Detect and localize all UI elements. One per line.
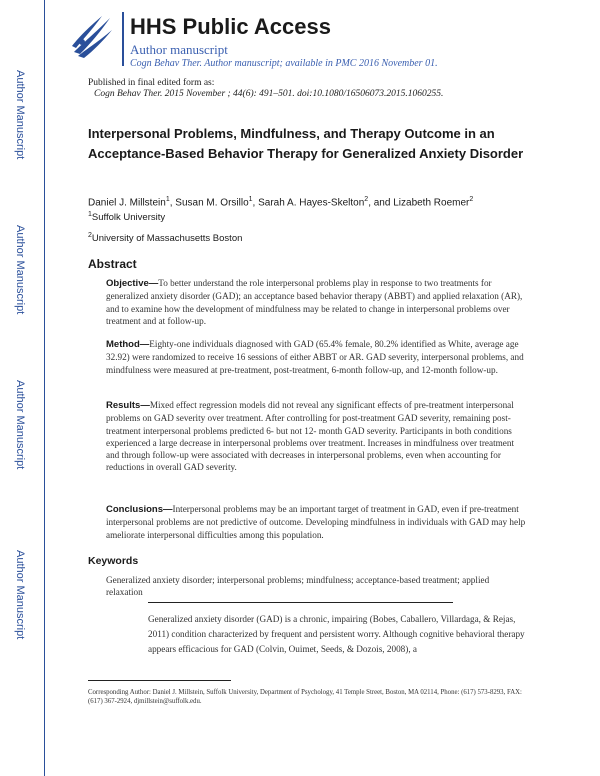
abstract-conclusions: Conclusions—Interpersonal problems may be an important target of treatment in GAD, even if pre-treatment interpersonal problems are not predictive of outcome. Developing mindfulness in individuals with GAD may help ameliorate interpersonal difficulties among this population. [106,504,526,540]
published-label: Published in final edited form as: [88,78,215,88]
header-rule [122,12,124,66]
paper-title: Interpersonal Problems, Mindfulness, and Therapy Outcome in an Acceptance-Based Behavior Therapy for Generalized Anxiety Disorder [88,126,524,161]
body-intro-paragraph: Generalized anxiety disorder (GAD) is a chronic, impairing (Bobes, Caballero, Villardaga, & Rejas, 2011) condition characterized by frequent and persistent worry. Although cognitive behavioral therapy appears efficacious for GAD (Colvin, Ouimet, Seeds, & Dozois, 2008), a [148,614,525,654]
author-name: Sarah A. Hayes-Skelton [258,197,365,209]
header-citation: Cogn Behav Ther. Author manuscript; available in PMC 2016 November 01. [130,58,438,69]
keywords-text: Generalized anxiety disorder; interpersonal problems; mindfulness; acceptance-based treatment; applied relaxation [106,575,490,598]
side-label-2: Author Manuscript [14,225,26,315]
side-label-3: Author Manuscript [14,380,26,470]
header-title: HHS Public Access [130,14,331,39]
affiliation-1: $^1$Suffolk University [88,211,166,224]
header-subtitle: Author manuscript [130,42,228,57]
footnote-rule [88,680,231,681]
abstract-heading: Abstract [88,257,137,271]
side-bar [44,0,45,776]
section-divider [148,602,453,603]
author-name: Daniel J. Millstein [88,197,166,209]
affiliation-2: $^2$University of Massachusetts Boston [88,232,243,245]
published-citation: Cogn Behav Ther. 2015 November ; 44(6): 491–501. doi:10.1080/16506073.2015.1060255. [94,89,444,99]
hhs-eagle-logo [70,12,114,60]
abstract-method: Method—Eighty-one individuals diagnosed with GAD (65.4% female, 80.2% identified as White, average age 32.92) were randomized to receive 16 sessions of either ABBT or AR. GAD severity, interpersonal problems, and mindfulness were measured at pre-treatment, post-treatment, 6-month follow-up, and 12-month follow-up. [106,339,524,375]
author-name: Lizabeth Roemer [393,197,470,209]
side-label-1: Author Manuscript [14,70,26,160]
corresponding-author-footnote: Corresponding Author: Daniel J. Millstein, Suffolk University, Department of Psychology, 41 Temple Street, Boston, MA 02114, Phone: (617) 573-8293, FAX: (617) 367-2924, djmillstein@suffolk.edu. [88,689,522,705]
abstract-results: Results—Mixed effect regression models did not reveal any significant effects of pre-treatment interpersonal problems on GAD severity over treatment. After controlling for post-treatment GAD severity, remaining post-treatment interpersonal problems predicted 6- but not 12- month GAD severity. Participants in both conditions experienced a large decrease in interpersonal problems over treatment. Increases in mindfulness over treatment and through follow-up were associated with decreases in interpersonal problems, even when accounting for reductions in overall GAD severity. [106,400,514,473]
keywords-heading: Keywords [88,555,139,567]
abstract-objective: Objective—To better understand the role interpersonal problems play in response to two treatments for generalized anxiety disorder (GAD); an acceptance based behavior therapy (ABBT) and applied relaxation (AR), and to examine how the development of mindfulness may be related to change in interpersonal problems over treatment and at follow-up. [106,278,523,326]
author-list: Daniel J. Millstein$^1$, Susan M. Orsillo$^1$, Sarah A. Hayes-Skelton$^2$, and Lizabeth Roemer$^2$ [88,196,474,209]
author-name: Susan M. Orsillo [175,197,249,209]
side-label-4: Author Manuscript [14,550,26,640]
